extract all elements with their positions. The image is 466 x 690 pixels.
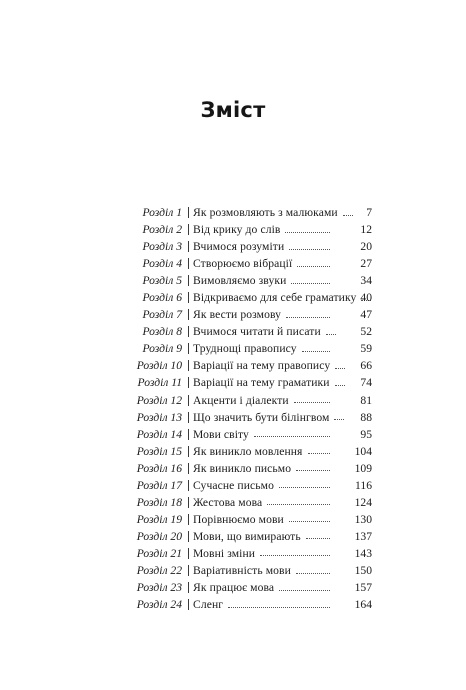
chapter-title: Вимовляємо звуки — [193, 274, 287, 288]
toc-entry — [60, 374, 372, 391]
dot-leader — [267, 503, 330, 505]
vertical-separator — [188, 207, 189, 218]
page-number: 104 — [354, 444, 372, 458]
entry-line — [193, 221, 330, 238]
chapter-title: Мови, що вимирають — [193, 529, 301, 543]
dot-leader — [308, 452, 331, 454]
chapter-title: Як розмовляють з малюками — [193, 206, 338, 219]
chapter-title: Варіативність мови — [193, 563, 291, 577]
chapter-title: Вчимося читати й писати — [193, 325, 321, 339]
chapter-label: Розділ 19 — [136, 512, 182, 526]
entry-line — [193, 392, 330, 409]
page-number: 7 — [366, 206, 372, 219]
chapter-label: Розділ 15 — [136, 444, 182, 458]
dot-leader — [289, 248, 330, 250]
vertical-separator — [188, 377, 189, 388]
dot-leader — [228, 606, 330, 608]
vertical-separator — [188, 241, 189, 252]
toc-entry — [60, 528, 372, 545]
toc-entry — [60, 477, 372, 494]
vertical-separator — [188, 360, 189, 371]
chapter-label: Розділ 16 — [136, 461, 182, 475]
chapter-title: Жестова мова — [193, 495, 263, 509]
page-number: 47 — [360, 308, 372, 322]
entry-line — [193, 204, 338, 221]
dot-leader — [289, 520, 330, 522]
page-number: 164 — [354, 598, 372, 612]
dot-leader — [296, 469, 330, 471]
page-number: 27 — [360, 257, 372, 271]
vertical-separator — [188, 463, 189, 474]
chapter-label: Розділ 21 — [136, 546, 182, 560]
toc-entry — [60, 426, 372, 443]
page-number: 88 — [360, 410, 372, 424]
chapter-label: Розділ 9 — [142, 342, 182, 356]
chapter-title: Варіації на тему граматики — [193, 376, 330, 390]
table-of-contents — [60, 204, 372, 613]
chapter-title: Труднощі правопису — [193, 342, 297, 356]
toc-entry — [60, 357, 372, 374]
dot-leader — [302, 350, 330, 352]
entry-line — [193, 255, 330, 272]
vertical-separator — [188, 224, 189, 235]
toc-entry — [60, 340, 372, 357]
entry-line — [193, 579, 330, 596]
vertical-separator — [188, 395, 189, 406]
chapter-title: Відкриваємо для себе граматику — [193, 291, 357, 305]
chapter-title: Мови світу — [193, 427, 249, 441]
toc-entry — [60, 306, 372, 323]
vertical-separator — [188, 412, 189, 423]
page-number: 157 — [354, 581, 372, 595]
entry-line — [193, 409, 330, 426]
dot-leader — [279, 486, 330, 488]
chapter-label: Розділ 6 — [142, 291, 182, 305]
chapter-title: Створюємо вібрації — [193, 257, 293, 271]
vertical-separator — [188, 309, 189, 320]
dot-leader — [306, 537, 330, 539]
entry-line — [193, 426, 330, 443]
vertical-separator — [188, 497, 189, 508]
entry-line — [193, 511, 330, 528]
chapter-label: Розділ 10 — [136, 359, 182, 373]
vertical-separator — [188, 275, 189, 286]
dot-leader — [285, 231, 330, 233]
chapter-label: Розділ 4 — [142, 257, 182, 271]
dot-leader — [296, 572, 330, 574]
chapter-title: Порівнюємо мови — [193, 512, 284, 526]
entry-line — [193, 596, 330, 613]
toc-entry — [60, 409, 372, 426]
toc-entry — [60, 562, 372, 579]
page-number: 116 — [355, 478, 372, 492]
page-number: 95 — [360, 427, 372, 441]
toc-entry — [60, 221, 372, 238]
entry-line — [193, 562, 330, 579]
vertical-separator — [188, 514, 189, 525]
vertical-separator — [188, 599, 189, 610]
entry-line — [193, 528, 330, 545]
chapter-title: Як виникло письмо — [193, 461, 292, 475]
chapter-label: Розділ 3 — [142, 240, 182, 254]
entry-line — [193, 272, 330, 289]
vertical-separator — [188, 531, 189, 542]
chapter-title: Сучасне письмо — [193, 478, 274, 492]
dot-leader — [326, 333, 336, 335]
toc-entry — [60, 460, 372, 477]
dot-leader — [335, 367, 345, 369]
chapter-title: Варіації на тему правопису — [193, 359, 331, 373]
entry-line — [193, 374, 330, 391]
toc-entry — [60, 443, 372, 460]
vertical-separator — [188, 480, 189, 491]
page-number: 74 — [360, 376, 372, 390]
vertical-separator — [188, 258, 189, 269]
toc-entry — [60, 272, 372, 289]
chapter-label: Розділ 1 — [142, 206, 182, 219]
page-number: 20 — [360, 240, 372, 254]
entry-line — [193, 340, 330, 357]
vertical-separator — [188, 446, 189, 457]
page-number: 12 — [360, 223, 372, 237]
chapter-title: Вчимося розуміти — [193, 240, 285, 254]
chapter-title: Що значить бути білінгвом — [193, 410, 330, 424]
page-title: Зміст — [200, 98, 266, 122]
entry-line — [193, 545, 330, 562]
chapter-label: Розділ 23 — [136, 581, 182, 595]
entry-line — [193, 477, 330, 494]
toc-entry — [60, 255, 372, 272]
vertical-separator — [188, 326, 189, 337]
toc-entry — [60, 204, 372, 221]
page-number: 66 — [360, 359, 372, 373]
dot-leader — [294, 401, 330, 403]
chapter-label: Розділ 11 — [137, 376, 182, 390]
toc-entry — [60, 494, 372, 511]
vertical-separator — [188, 343, 189, 354]
chapter-label: Розділ 8 — [142, 325, 182, 339]
vertical-separator — [188, 292, 189, 303]
dot-leader — [291, 282, 330, 284]
dot-leader — [279, 589, 330, 591]
dot-leader — [334, 418, 344, 420]
chapter-label: Розділ 12 — [136, 393, 182, 407]
entry-line — [193, 443, 330, 460]
dot-leader — [254, 435, 330, 437]
chapter-title: Як працює мова — [193, 581, 275, 595]
chapter-label: Розділ 20 — [136, 529, 182, 543]
toc-entry — [60, 392, 372, 409]
chapter-label: Розділ 2 — [142, 223, 182, 237]
page-number: 40 — [360, 291, 372, 305]
chapter-label: Розділ 18 — [136, 495, 182, 509]
toc-entry — [60, 238, 372, 255]
page-number: 143 — [354, 546, 372, 560]
toc-entry — [60, 511, 372, 528]
chapter-label: Розділ 22 — [136, 563, 182, 577]
chapter-label: Розділ 17 — [136, 478, 182, 492]
dot-leader — [260, 554, 330, 556]
vertical-separator — [188, 565, 189, 576]
page-number: 59 — [360, 342, 372, 356]
chapter-label: Розділ 5 — [142, 274, 182, 288]
toc-entry — [60, 545, 372, 562]
chapter-label: Розділ 24 — [136, 598, 182, 612]
entry-line — [193, 289, 357, 306]
dot-leader — [335, 384, 345, 386]
dot-leader — [286, 316, 330, 318]
entry-line — [193, 238, 330, 255]
toc-entry — [60, 323, 372, 340]
chapter-label: Розділ 14 — [136, 427, 182, 441]
page-number: 150 — [354, 563, 372, 577]
vertical-separator — [188, 429, 189, 440]
page-number: 52 — [360, 325, 372, 339]
page-number: 109 — [354, 461, 372, 475]
entry-line — [193, 357, 330, 374]
entry-line — [193, 323, 330, 340]
dot-leader — [297, 265, 330, 267]
toc-entry — [60, 596, 372, 613]
entry-line — [193, 306, 330, 323]
page-number: 81 — [360, 393, 372, 407]
chapter-label: Розділ 13 — [136, 410, 182, 424]
vertical-separator — [188, 582, 189, 593]
chapter-title: Як виникло мовлення — [193, 444, 303, 458]
chapter-label: Розділ 7 — [142, 308, 182, 322]
toc-entry — [60, 289, 372, 306]
chapter-title: Мовні зміни — [193, 546, 256, 560]
toc-entry — [60, 579, 372, 596]
page-number: 34 — [360, 274, 372, 288]
page-number: 130 — [354, 512, 372, 526]
page-number: 124 — [354, 495, 372, 509]
page-number: 137 — [354, 529, 372, 543]
chapter-title: Акценти і діалекти — [193, 393, 289, 407]
entry-line — [193, 494, 330, 511]
chapter-title: Сленг — [193, 598, 224, 612]
vertical-separator — [188, 548, 189, 559]
chapter-title: Від крику до слів — [193, 223, 281, 237]
chapter-title: Як вести розмову — [193, 308, 282, 322]
dot-leader — [343, 214, 353, 216]
entry-line — [193, 460, 330, 477]
